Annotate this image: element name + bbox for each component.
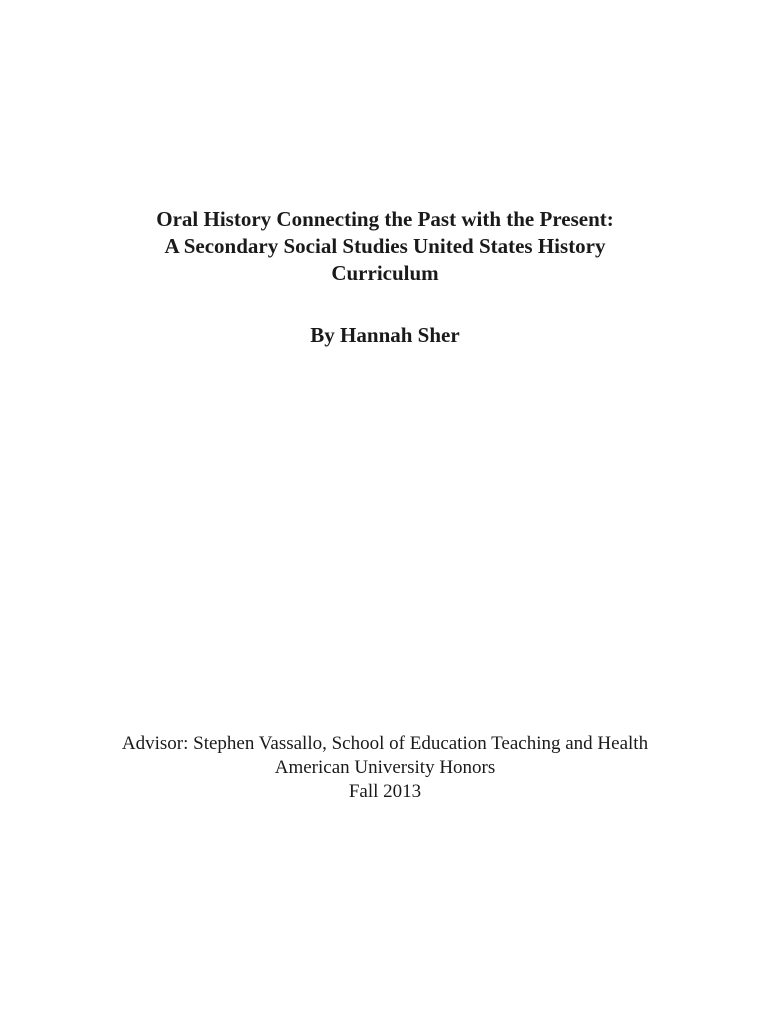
term-line: Fall 2013 bbox=[348, 781, 422, 802]
title-line-2: A Secondary Social Studies United States History bbox=[164, 234, 606, 258]
advisor-line: Advisor: Stephen Vassallo, School of Education Teaching and Health bbox=[121, 733, 649, 754]
author-byline: By Hannah Sher bbox=[310, 323, 460, 347]
document-footer bbox=[0, 732, 770, 804]
title-line-1: Oral History Connecting the Past with the Present: bbox=[156, 207, 614, 231]
title-line-3: Curriculum bbox=[331, 261, 439, 285]
program-line: American University Honors bbox=[274, 757, 496, 778]
document-title bbox=[0, 206, 770, 287]
